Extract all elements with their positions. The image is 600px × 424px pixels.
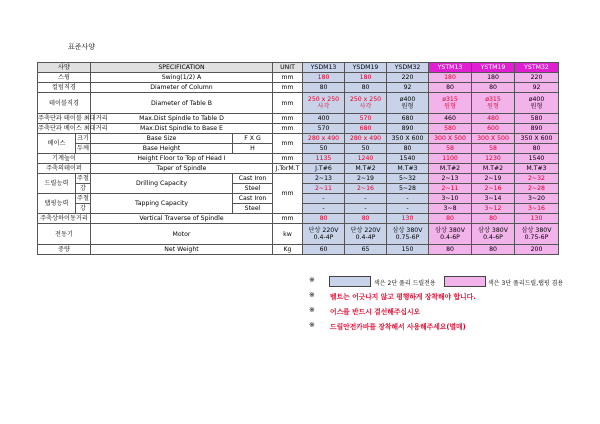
cell: 80	[387, 144, 429, 154]
row-label-kr: 중량	[38, 245, 91, 255]
cell: 1230	[472, 154, 515, 164]
row-label-en: Base Size	[91, 134, 233, 144]
cell: 200	[515, 245, 559, 255]
cell: 480	[472, 114, 515, 124]
warning-safety-cover: 드릴안전카바를 장착해서 사용해주세요(별매)	[330, 323, 466, 331]
row-spindle-base	[38, 124, 559, 134]
cell	[515, 224, 559, 245]
cell: 580	[429, 124, 472, 134]
cell: 65	[345, 245, 387, 255]
cell-line: ø315	[485, 96, 501, 103]
cell-line: 원형	[487, 103, 499, 110]
cell: 2~13	[429, 174, 472, 184]
cell	[429, 93, 472, 114]
cell: 220	[387, 73, 429, 83]
row-unit-detail: Steel	[233, 184, 273, 194]
cell: 5~32	[387, 174, 429, 184]
row-label-en: Motor	[91, 224, 273, 245]
row-label-kr: 테이블직경	[38, 93, 91, 114]
cell: 50	[345, 144, 387, 154]
cell: -	[345, 194, 387, 204]
row-sublabel: 강	[76, 184, 91, 194]
row-label-en: Vertical Traverse of Spindle	[91, 214, 273, 224]
cell: 300 X 500	[429, 134, 472, 144]
cell: 400	[303, 114, 345, 124]
cell-line: 삼상 380V	[521, 227, 552, 234]
cell-line: 0.4-6P	[483, 234, 503, 241]
cell: 1240	[345, 154, 387, 164]
cell: 92	[387, 83, 429, 93]
cell-line: 0.75-6P	[395, 234, 420, 241]
cell: 130	[515, 214, 559, 224]
spec-table	[37, 62, 559, 255]
row-traverse	[38, 214, 559, 224]
row-motor	[38, 224, 559, 245]
row-sublabel: 크기	[77, 135, 89, 142]
row-sublabel: 주철	[77, 195, 89, 202]
cell-line: 원형	[401, 103, 414, 110]
row-swing	[38, 73, 559, 83]
cell: 680	[387, 114, 429, 124]
model-header: YSDM13	[303, 63, 345, 73]
cell: 180	[303, 73, 345, 83]
cell	[515, 93, 559, 114]
note-mark: ※	[309, 306, 315, 314]
cell: 3~10	[429, 194, 472, 204]
cell: 2~16	[472, 184, 515, 194]
row-label-kr: 컬럼직경	[38, 83, 91, 93]
cell: 680	[345, 124, 387, 134]
cell: 890	[387, 124, 429, 134]
cell: 80	[472, 214, 515, 224]
cell-line: 0.4-4P	[313, 234, 334, 241]
cell: 180	[345, 73, 387, 83]
cell: 1540	[387, 154, 429, 164]
cell: 2~19	[345, 174, 387, 184]
row-table-diameter	[38, 93, 559, 114]
row-weight	[38, 245, 559, 255]
row-label-en: Height Floor to Top of Head I	[91, 154, 273, 164]
cell: -	[303, 194, 345, 204]
cell: 58	[472, 144, 515, 154]
row-spindle-table	[38, 114, 559, 124]
cell: 150	[387, 245, 429, 255]
row-unit-detail: F X G	[233, 134, 273, 144]
model-header: YSTM32	[515, 63, 559, 73]
row-label-en: Tapping Capacity	[91, 194, 233, 214]
warning-belt: 벨트는 어긋나지 않고 평행하게 장착해야 합니다.	[330, 293, 476, 301]
row-label-en: Diameter of Column	[91, 83, 273, 93]
cell-line: 삼상 380V	[478, 227, 508, 234]
row-unit: Kg	[273, 245, 303, 255]
cell-line: 사각	[359, 103, 372, 110]
cell: 2~13	[303, 174, 345, 184]
cell-line: 사각	[317, 103, 330, 110]
cell: 460	[429, 114, 472, 124]
cell	[472, 224, 515, 245]
header-row	[38, 63, 559, 73]
cell-line: ø315	[442, 96, 458, 103]
cell: 130	[387, 214, 429, 224]
row-height	[38, 154, 559, 164]
row-unit-detail: Cast Iron	[233, 194, 273, 204]
cell-line: 250 x 250	[307, 96, 340, 103]
cell: -	[387, 204, 429, 214]
cell: 3~14	[472, 194, 515, 204]
cell: 350 X 600	[387, 134, 429, 144]
cell: 1540	[515, 154, 559, 164]
cell: 5~28	[387, 184, 429, 194]
cell: 3~12	[472, 204, 515, 214]
cell: 80	[429, 214, 472, 224]
cell: 50	[303, 144, 345, 154]
cell: M.T#3	[387, 164, 429, 174]
cell: 2~28	[515, 184, 559, 194]
row-sublabel: 주철	[77, 175, 89, 182]
cell: 3~16	[515, 204, 559, 214]
row-label-kr: 주축상하이동거리	[38, 214, 91, 224]
cell: J.T#6	[303, 164, 345, 174]
row-taper	[38, 164, 559, 174]
cell	[345, 224, 387, 245]
row-label-en: Base Height	[91, 144, 233, 154]
legend-swatch-pink	[444, 276, 486, 287]
cell: 80	[303, 214, 345, 224]
cell: 350 X 600	[515, 134, 559, 144]
note-mark: ※	[309, 291, 315, 299]
row-unit: mm	[273, 83, 303, 93]
cell: -	[303, 204, 345, 214]
note-mark: ※	[309, 276, 315, 284]
header-kr: 사양	[38, 63, 91, 73]
cell: 1100	[429, 154, 472, 164]
row-unit-detail: Steel	[233, 204, 273, 214]
cell: 220	[515, 73, 559, 83]
row-unit: mm	[273, 134, 303, 154]
row-label-en: Drilling Capacity	[91, 174, 233, 194]
row-label-en: Max.Dist Spindle to Table D	[91, 114, 273, 124]
cell: M.T#2	[429, 164, 472, 174]
row-label-en: Net Weight	[91, 245, 273, 255]
cell: 280 x 490	[345, 134, 387, 144]
cell: 58	[429, 144, 472, 154]
cell: M.T#2	[472, 164, 515, 174]
row-label-kr: 주축단과 테이블 최대거리	[38, 115, 108, 122]
model-header: YSDM32	[387, 63, 429, 73]
cell: 2~32	[515, 174, 559, 184]
cell	[303, 224, 345, 245]
cell: 80	[472, 83, 515, 93]
cell: 80	[429, 245, 472, 255]
page-title: 표준사양	[68, 43, 96, 51]
cell-line: 0.4-6P	[440, 234, 460, 241]
cell: 570	[303, 124, 345, 134]
note-mark: ※	[309, 321, 315, 329]
cell: 580	[515, 114, 559, 124]
cell	[303, 93, 345, 114]
legend-pink-text: 색은 3단 풀리드릴,탭핑 겸용	[488, 280, 564, 287]
row-label-en: Max.Dist Spindle to Base E	[91, 124, 273, 134]
cell: 92	[515, 83, 559, 93]
row-label-kr: 주축의테이퍼	[38, 164, 91, 174]
cell-line: 0.4-4P	[355, 234, 376, 241]
row-sublabel: 두께	[77, 145, 89, 152]
legend-blue-text: 색은 2단 풀리 드릴전용	[374, 280, 436, 287]
cell	[472, 93, 515, 114]
row-label-kr: 주축단과 베이스 최대거리	[38, 125, 108, 132]
cell-line: 0.75-6P	[524, 234, 549, 241]
cell-line: 단상 220V	[350, 227, 381, 234]
cell: -	[345, 204, 387, 214]
row-unit: J.TorM.T	[273, 164, 303, 174]
cell: 300 X 500	[472, 134, 515, 144]
row-unit: mm	[273, 124, 303, 134]
row-unit: mm	[273, 93, 303, 114]
row-unit: kw	[273, 224, 303, 245]
cell-line: 원형	[444, 103, 456, 110]
row-unit: mm	[273, 154, 303, 164]
cell: 2~19	[472, 174, 515, 184]
cell: 2~11	[303, 184, 345, 194]
row-label-kr: 탭핑능력	[38, 194, 76, 214]
row-label-kr: 전동기	[38, 224, 91, 245]
row-unit: mm	[273, 174, 303, 214]
row-label-kr: 베이스	[38, 134, 76, 154]
cell: 80	[515, 144, 559, 154]
cell-line: 단상 220V	[308, 227, 339, 234]
cell: M.T#3	[515, 164, 559, 174]
row-base-size	[38, 134, 559, 144]
cell: 80	[345, 214, 387, 224]
warning-ground: 어스를 반드시 결선해주십시오	[330, 308, 421, 316]
cell-line: 삼상 380V	[392, 227, 423, 234]
model-header: YSTM13	[429, 63, 472, 73]
cell: 80	[345, 83, 387, 93]
model-header: YSDM19	[345, 63, 387, 73]
cell	[387, 93, 429, 114]
cell: 180	[429, 73, 472, 83]
cell: 3~8	[429, 204, 472, 214]
row-unit: mm	[273, 114, 303, 124]
cell: 2~11	[429, 184, 472, 194]
cell-line: 원형	[530, 103, 543, 110]
row-label-en: Taper of Spindle	[91, 164, 273, 174]
row-label-en: Swing(1/2) A	[91, 73, 273, 83]
legend-swatch-blue	[329, 276, 371, 287]
row-unit: mm	[273, 214, 303, 224]
row-unit-detail: H	[233, 144, 273, 154]
cell	[345, 93, 387, 114]
cell	[429, 224, 472, 245]
header-en: SPECIFICATION	[91, 63, 273, 73]
row-label-kr: 기계높이	[38, 154, 91, 164]
cell: 1135	[303, 154, 345, 164]
cell: -	[387, 194, 429, 204]
row-unit-detail: Cast Iron	[233, 174, 273, 184]
cell: 3~20	[515, 194, 559, 204]
cell-line: ø400	[528, 96, 545, 103]
cell: 600	[472, 124, 515, 134]
row-label-kr: 드릴능력	[38, 174, 76, 194]
cell	[387, 224, 429, 245]
cell-line: 250 x 250	[349, 96, 382, 103]
row-column	[38, 83, 559, 93]
cell: 80	[472, 245, 515, 255]
row-sublabel: 강	[76, 204, 91, 214]
cell: 60	[303, 245, 345, 255]
cell: M.T#2	[345, 164, 387, 174]
cell: 2~16	[345, 184, 387, 194]
cell: 280 x 490	[303, 134, 345, 144]
cell-line: ø400	[399, 96, 416, 103]
row-drilling-cast	[38, 174, 559, 184]
cell: 890	[515, 124, 559, 134]
header-unit: UNIT	[273, 63, 303, 73]
cell: 180	[472, 73, 515, 83]
row-unit: mm	[273, 73, 303, 83]
row-label-kr: 스윙	[38, 73, 91, 83]
row-label-en: Diameter of Table B	[91, 93, 273, 114]
model-header: YSTM19	[472, 63, 515, 73]
cell: 570	[345, 114, 387, 124]
cell: 80	[303, 83, 345, 93]
cell-line: 삼상 380V	[435, 227, 465, 234]
cell: 80	[429, 83, 472, 93]
